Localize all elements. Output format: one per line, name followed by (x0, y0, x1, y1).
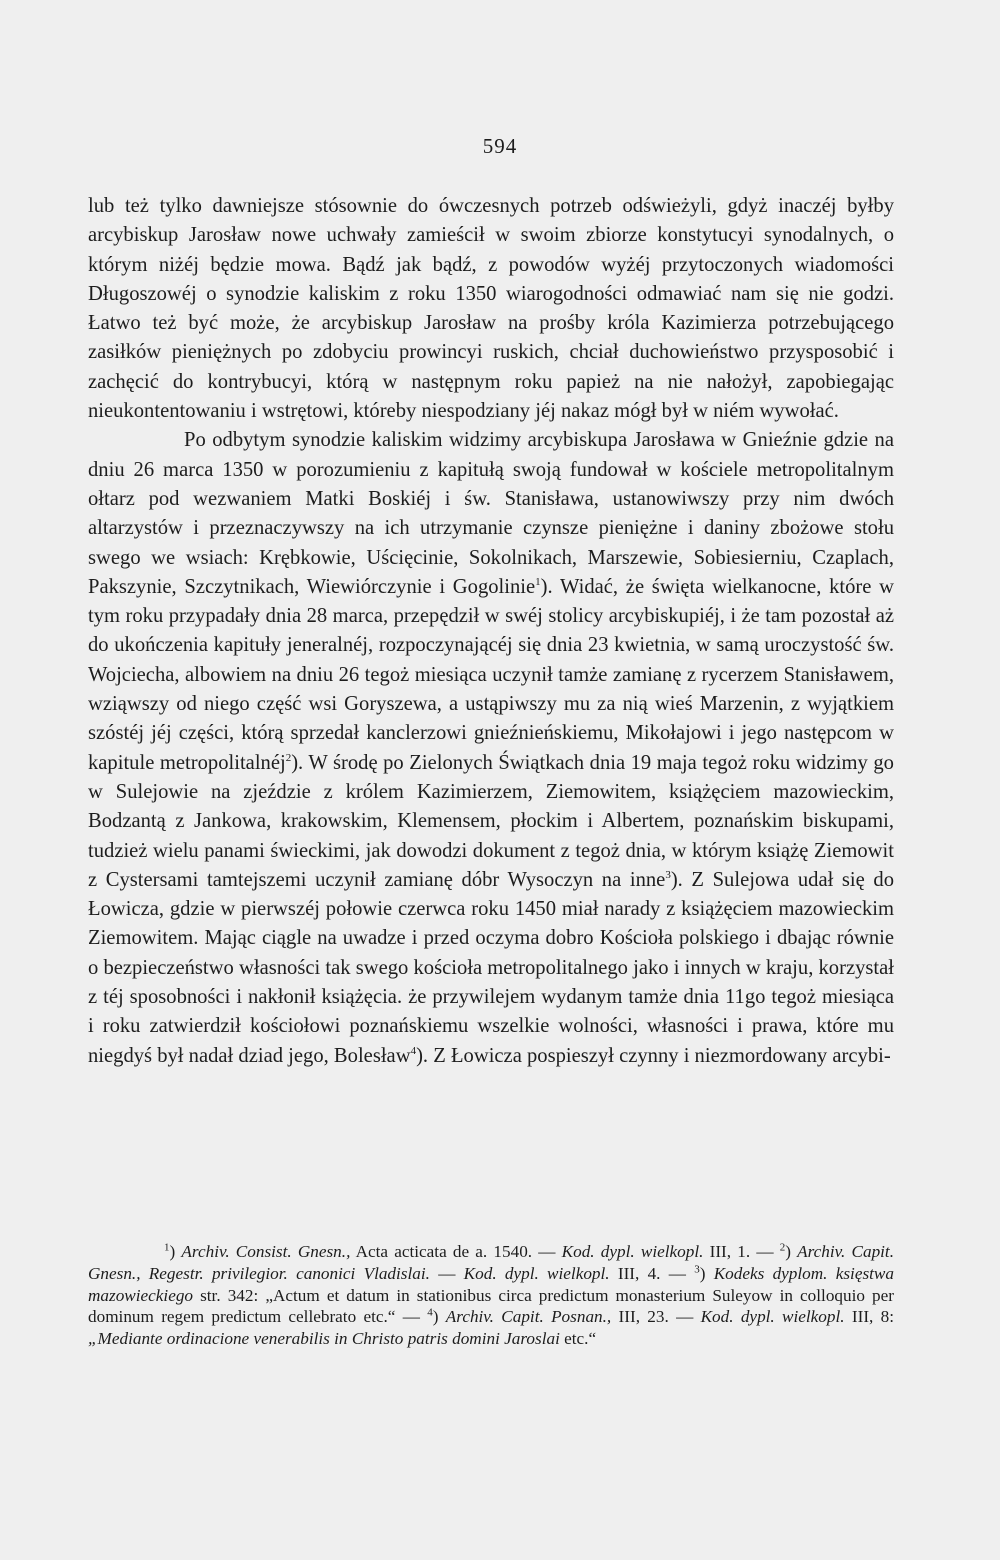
paragraph-text: Po odbytym synodzie kaliskim widzimy arcybiskupa Jarosława w Gnieźnie gdzie na dniu 26 marca 1350 w porozumieniu z kapitułą swoją fundował w kościele metropolitalnym ołtarz pod wezwaniem Matki Boskiéj i św. Stanisława, ustanowiwszy przy nim dwóch altarzystów i przeznaczywszy na ich utrzymanie czynsze pieniężne i daniny zbożowe stołu swego we wsiach: Krębkowie, Uścięcinie, Sokolnikach, Marszewie, Sobiesierniu, Czaplach, Pakszynie, Szczytnikach, Wiewiórczynie i Gogolinie (88, 429, 894, 598)
footnote-segment: — (429, 1263, 464, 1283)
footnote-reference: 3 (665, 868, 671, 881)
footnote-source: Archiv. Capit. Posnan., (445, 1307, 612, 1327)
footnote-reference: 4 (410, 1044, 417, 1057)
paragraph (88, 192, 894, 426)
paragraph-text: ). Widać, że święta wielkanocne, które w tym roku przypadały dnia 28 marca, przepędził w swéj stolicy arcybiskupiéj, i że tam pozostał aż do ukończenia kapituły jeneralnéj, rozpoczynającéj się dnia 23 kwietnia, w samą uroczystość św. Wojciecha, albowiem na dniu 26 tegoż miesiąca uczynił tamże zamianę z rycerzem Stanisławem, wziąwszy od niego część wsi Goryszewa, a ustąpiwszy mu za nią wieś Marzenin, z wyjątkiem szóstéj jéj części, którą sprzedał kanclerzowi gnieźnieńskiemu, Mikołajowi i jego następcom w kapitule metropolitalnéj (88, 575, 894, 774)
footnote-reference: 2 (285, 751, 292, 764)
footnote-segment: III, 4. — (609, 1263, 695, 1283)
footnote-source: Kod. dypl. wielkopl. (700, 1307, 845, 1327)
footnote-source: Archiv. Consist. Gnesn., (181, 1242, 351, 1261)
footnote-segment: str. 342: „Actum et datum in stationibus circa predictum monasterium Suleyow in colloquio per dominum regem predictum cellebrato etc.“ — (88, 1285, 894, 1327)
footnote-marker: 3 (694, 1263, 700, 1276)
page-number: 594 (482, 134, 518, 158)
footnote-source: Kod. dypl. wielkopl. (561, 1242, 704, 1261)
footnote-source: Kodeks dyplom. księstwa mazowieckiego (88, 1263, 894, 1305)
footnote-reference: 1 (535, 576, 541, 588)
footnote-segment: III, 23. — (611, 1307, 701, 1327)
footnote-quote: „Mediante ordinacione venerabilis in Christo patris domini Jaroslai (88, 1329, 560, 1349)
paragraph-text: ). Z Sulejowa udał się do Łowicza, gdzie w pierwszéj połowie czerwca roku 1450 miał narady z książęciem mazowieckim Ziemowitem. Mając ciągle na uwadze i przed oczyma dobro Kościoła polskiego i dbając równie o bezpieczeństwo własności tak swego kościoła metropolitalnego jako i innych w kraju, korzystał z téj sposobności i nakłonił książęcia. że przywilejem wydanym tamże dnia 11go tegoż miesiąca i roku zatwierdził kościołowi poznańskiemu wszelkie wolności, własności i prawa, które mu niegdyś był nadał dziad jego, Bolesław (88, 868, 894, 1067)
footnote-segment: III, 1. — (703, 1242, 780, 1261)
footnote-text: $^1$) Archiv. Consist. Gnesn., Acta acticata de a. 1540. — Kod. dypl. wielkopl. III, 1. — $^2$) Archiv. Capit. Gnesn., Regestr. privilegior. canonici Vladislai. — Kod. dypl. wielkopl. III, 4. — $^3$) Kodeks dyplom. księstwa mazowieckiego str. 342: „Actum et datum in stationibus circa predictum monasterium Suleyow in colloquio per dominum regem predictum cellebrato etc.“ — $^4$) Archiv. Capit. Posnan., III, 23. — Kod. dypl. wielkopl. III, 8: „Mediante ordinacione venerabilis in Christo patris domini Jaroslai etc.“ (88, 1241, 895, 1349)
footnote-source: Kod. dypl. wielkopl. (463, 1263, 610, 1283)
main-text (88, 192, 894, 1071)
footnote-segment: etc.“ (559, 1329, 597, 1349)
footnote-source: Archiv. Capit. Gnesn., Regestr. privilegior. canonici Vladislai. (88, 1242, 895, 1283)
paragraph-text: ). Z Łowicza pospieszył czynny i niezmordowany arcybi- (416, 1044, 891, 1067)
footnote-marker: 1 (164, 1241, 170, 1254)
footnotes (88, 1241, 894, 1350)
footnote-segment: Acta acticata de a. 1540. — (350, 1242, 562, 1261)
paragraph-text: lub też tylko dawniejsze stósownie do ówczesnych potrzeb odświeżyli, gdyż inaczéj byłby arcybiskup Jarosław nowe uchwały zamieścił w swoim zbiorze konstytucyi synodalnych, o którym niżéj będzie mowa. Bądź jak bądź, z powodów wyżéj przytoczonych wiadomości Długoszowéj o synodzie kaliskim z roku 1350 wiarogodności odmawiać nam się nie godzi. Łatwo też być może, że arcybiskup Jarosław na prośby króla Kazimierza potrzebującego zasiłków pieniężnych po zdobyciu prowincyi ruskich, chciał duchowieństwo przysposobić i zachęcić do kontrybucyi, którą w następnym roku papież na nie nałożył, zapobiegając nieukontentowaniu i wstrętowi, któreby niespodziany jéj nakaz mógł był w niém wywołać. (88, 195, 894, 423)
paragraph-text: ). W środę po Zielonych Świątkach dnia 19 maja tegoż roku widzimy go w Sulejowie na zjeździe z królem Kazimierzem, Ziemowitem, książęciem mazowieckim, Bodzantą z Jankowa, krakowskim, Klemensem, płockim i Albertem, poznańskim biskupami, tudzież wielu panami świeckimi, jak dowodzi dokument z tegoż dnia, w którym książę Ziemowit z Cystersami tamtejszemi uczynił zamianę dóbr Wysoczyn na inne (88, 751, 894, 891)
paragraph (88, 426, 894, 1071)
footnote-marker: 2 (779, 1241, 786, 1254)
footnote-segment: III, 8: (844, 1307, 895, 1327)
footnote-marker: 4 (427, 1306, 433, 1319)
